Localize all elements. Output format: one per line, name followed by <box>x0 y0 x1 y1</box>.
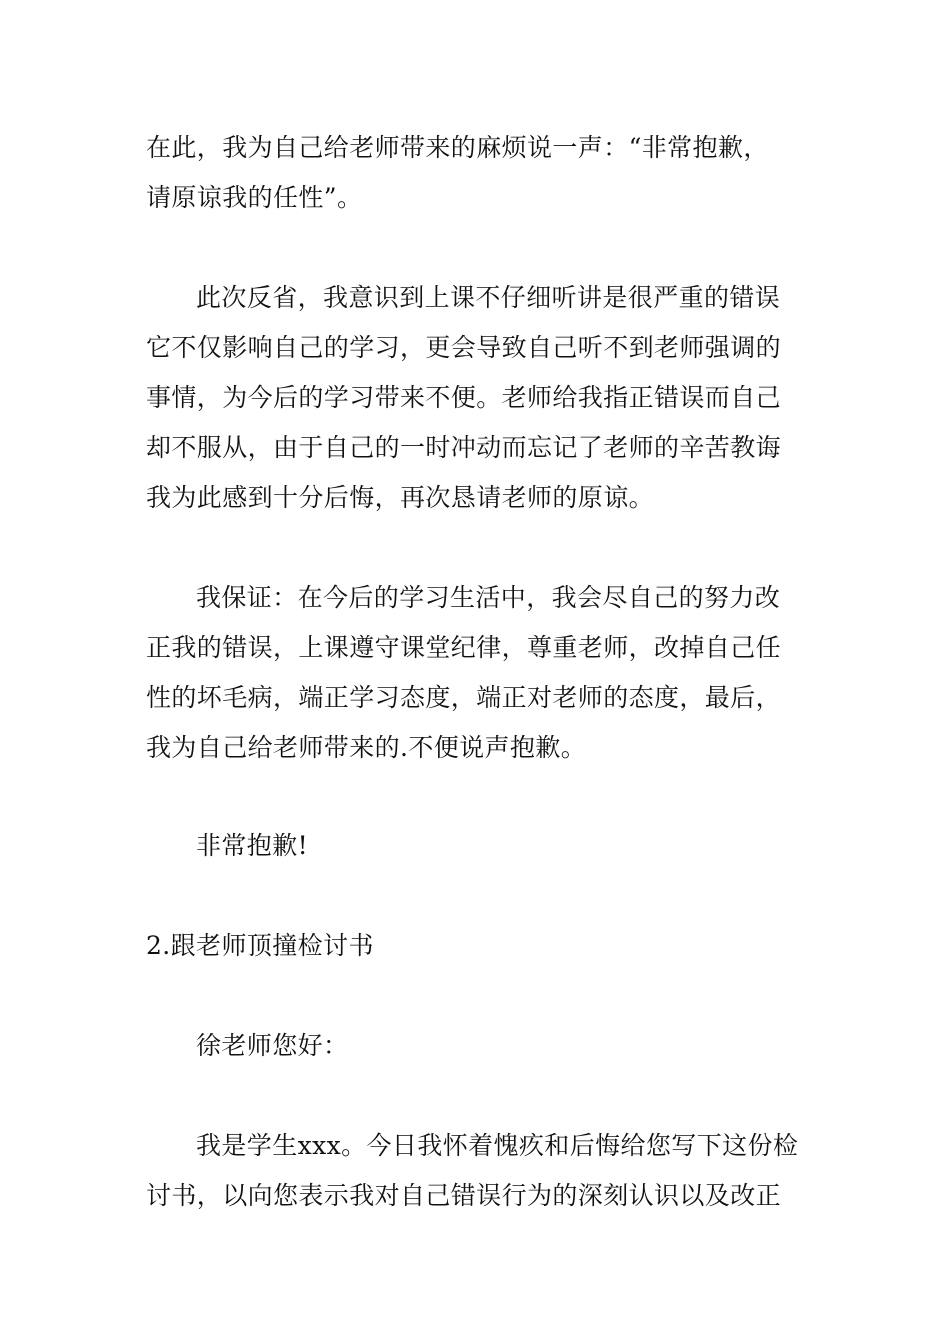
paragraph-line: 它不仅影响自己的学习，更会导致自己听不到老师强调的 <box>146 333 782 362</box>
letter-greeting: 徐老师您好： <box>196 1031 349 1060</box>
paragraph-line: 讨书，以向您表示我对自己错误行为的深刻认识以及改正 <box>146 1181 782 1210</box>
paragraph-line: 我是学生xxx。今日我怀着愧疚和后悔给您写下这份检 <box>196 1131 799 1160</box>
paragraph-line: 在此，我为自己给老师带来的麻烦说一声：“非常抱歉， <box>146 133 769 162</box>
paragraph-line: 此次反省，我意识到上课不仔细听讲是很严重的错误 <box>196 283 781 312</box>
paragraph-line: 我保证：在今后的学习生活中，我会尽自己的努力改 <box>196 583 781 612</box>
paragraph-line: 请原谅我的任性”。 <box>146 183 363 212</box>
paragraph-line: 我为自己给老师带来的.不便说声抱歉。 <box>146 733 587 762</box>
paragraph-line: 我为此感到十分后悔，再次恳请老师的原谅。 <box>146 483 655 512</box>
paragraph-line: 却不服从，由于自己的一时冲动而忘记了老师的辛苦教诲 <box>146 433 782 462</box>
paragraph-line: 正我的错误，上课遵守课堂纪律，尊重老师，改掉自己任 <box>146 633 782 662</box>
section-heading: 2.跟老师顶撞检讨书 <box>146 931 374 960</box>
paragraph-line: 事情，为今后的学习带来不便。老师给我指正错误而自己 <box>146 383 782 412</box>
closing-apology: 非常抱歉! <box>196 831 309 860</box>
paragraph-line: 性的坏毛病，端正学习态度，端正对老师的态度，最后， <box>146 683 782 712</box>
